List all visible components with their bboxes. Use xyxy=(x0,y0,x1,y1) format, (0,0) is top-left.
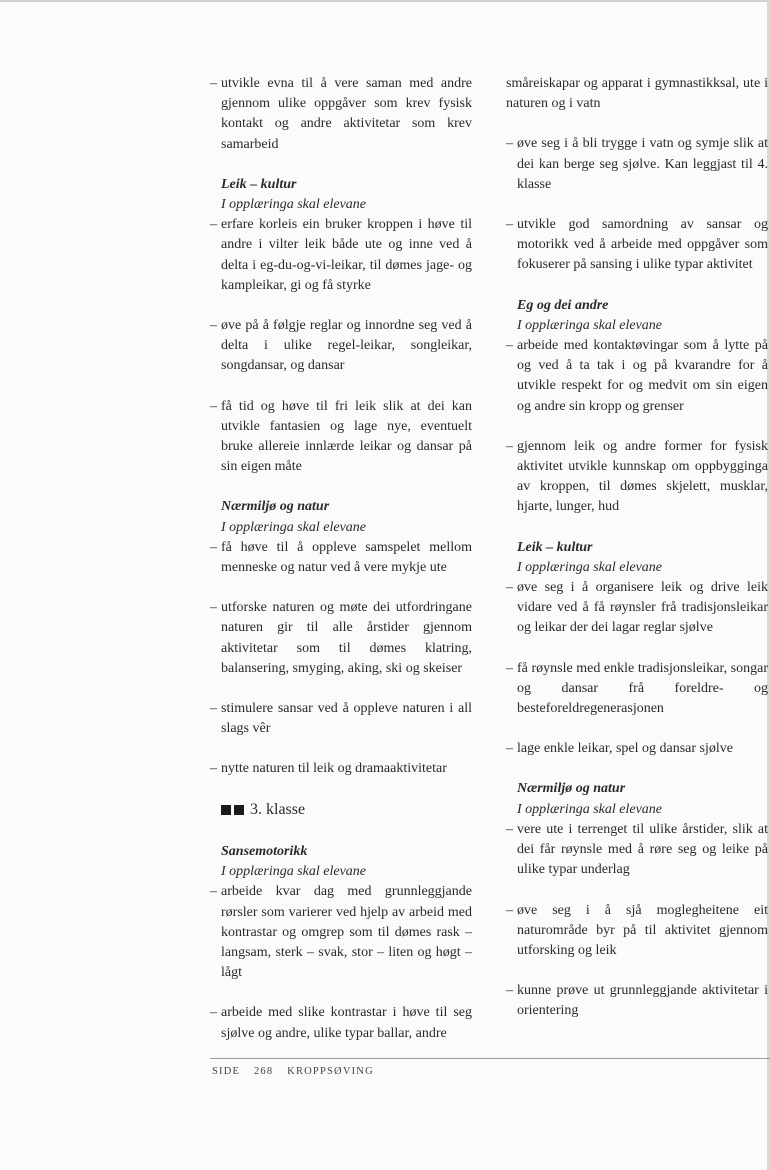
list-item: – kunne prøve ut grunnleggjande aktivitetar i orientering xyxy=(506,981,768,1021)
list-item: – nytte naturen til leik og dramaaktivitetar xyxy=(210,759,472,779)
footer-side-label: SIDE xyxy=(212,1066,241,1077)
right-column xyxy=(506,74,768,1022)
section-subheading: I opplæringa skal elevane xyxy=(517,559,663,575)
class-heading-label: 3. klasse xyxy=(250,800,306,818)
class-heading xyxy=(221,800,472,820)
list-item: – arbeide med kontaktøvingar som å lytte på og ved å ta tak i og på kvarandre for å utvikle respekt for og medvit om sin eigen og andre sin kropp og grenser xyxy=(506,336,768,417)
list-item: – øve seg i å sjå moglegheitene eit naturområde byr på til aktivitet gjennom utforsking og leik xyxy=(506,901,768,962)
list-item: – øve seg i å bli trygge i vatn og symje slik at dei kan berge seg sjølve. Kan leggjast til 4. klasse xyxy=(506,134,768,195)
section-heading-leik-kultur: Leik – kultur xyxy=(517,539,593,555)
list-item: – erfare korleis ein bruker kroppen i høve til andre i vilter leik både ute og inne ved å delta i eg-du-og-vi-leikar, til dømes jage- og kampleikar, gi og få styrke xyxy=(210,215,472,296)
list-item: – lage enkle leikar, spel og dansar sjølve xyxy=(506,739,768,759)
list-item: – stimulere sansar ved å oppleve naturen i all slags vêr xyxy=(210,699,472,739)
left-column xyxy=(210,74,472,1044)
section-subheading: I opplæringa skal elevane xyxy=(517,801,663,817)
list-item: – øve seg i å organisere leik og drive leik vidare ved å få røynsler frå tradisjonsleikar og leikar der dei lagar reglar sjølve xyxy=(506,578,768,639)
footer-subject: KROPPSØVING xyxy=(287,1066,374,1077)
list-item: – utvikle god samordning av sansar og motorikk ved å arbeide med oppgåver som fokuserer på sansing i ulike typar aktivitet xyxy=(506,215,768,276)
page-number: 268 xyxy=(253,1066,274,1077)
list-item: – få røynsle med enkle tradisjonsleikar, songar og dansar frå foreldre- og besteforeldregenerasjonen xyxy=(506,659,768,720)
section-heading-naermiljo-natur: Nærmiljø og natur xyxy=(221,499,330,515)
list-item: – arbeide kvar dag med grunnleggjande rørsler som varierer ved hjelp av arbeid med kontrastar og omgrep som til dømes rask – langsam, sterk – svak, stor – liten og høgt – lågt xyxy=(210,882,472,983)
page-top-edge xyxy=(0,0,770,2)
list-item-continuation: småreiskapar og apparat i gymnastikksal, ute i naturen og i vatn xyxy=(506,76,768,112)
list-item: – arbeide med slike kontrastar i høve til seg sjølve og andre, ulike typar ballar, andre xyxy=(210,1003,472,1043)
list-item: – få tid og høve til fri leik slik at dei kan utvikle fantasien og lage nye, eventuelt bruke allereie innlærde leikar og dansar på sin eigen måte xyxy=(210,397,472,478)
page-footer xyxy=(212,1066,384,1077)
section-subheading: I opplæringa skal elevane xyxy=(221,519,367,535)
list-item: – gjennom leik og andre former for fysisk aktivitet utvikle kunnskap om oppbygginga av kroppen, til dømes skjelett, musklar, hjarte, lunger, hud xyxy=(506,437,768,518)
list-item: – utforske naturen og møte dei utfordringane naturen gir til alle årstider gjennom aktivitetar som til dømes klatring, balansering, smyging, aking, ski og skeiser xyxy=(210,598,472,679)
list-item: – utvikle evna til å vere saman med andre gjennom ulike oppgåver som krev fysisk kontakt og andre aktivitetar som krev samarbeid xyxy=(210,74,472,155)
section-subheading: I opplæringa skal elevane xyxy=(517,317,663,333)
section-subheading: I opplæringa skal elevane xyxy=(221,864,367,880)
list-item: – vere ute i terrenget til ulike årstider, slik at dei får røynsle med å røre seg og leike på ulike typar underlag xyxy=(506,820,768,881)
footer-divider xyxy=(210,1058,770,1059)
list-item: – få høve til å oppleve samspelet mellom menneske og natur ved å vere mykje ute xyxy=(210,538,472,578)
list-item: – øve på å følgje reglar og innordne seg ved å delta i ulike regel-leikar, songleikar, songdansar, og dansar xyxy=(210,316,472,377)
section-heading-eg-og-dei-andre: Eg og dei andre xyxy=(517,297,609,313)
section-heading-sansemotorikk: Sansemotorikk xyxy=(221,843,308,859)
section-heading-leik-kultur: Leik – kultur xyxy=(221,176,297,192)
section-heading-naermiljo-natur: Nærmiljø og natur xyxy=(517,781,626,797)
section-subheading: I opplæringa skal elevane xyxy=(221,197,367,213)
square-bullets-icon xyxy=(221,805,244,815)
